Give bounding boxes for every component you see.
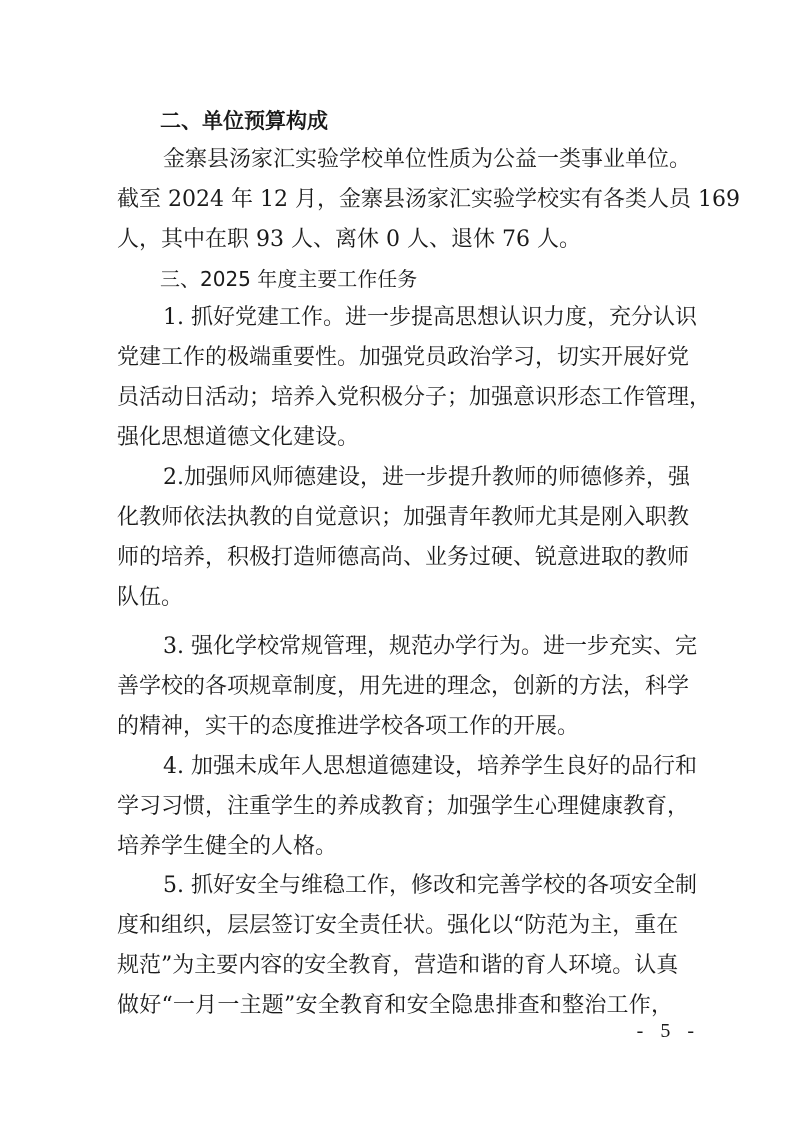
paragraph-line: 规范”为主要内容的安全教育，营造和谐的育人环境。认真 (117, 953, 679, 978)
section-heading-budget-structure: 二、单位预算构成 (160, 109, 328, 133)
paragraph-line: 4. 加强未成年人思想道德建设，培养学生良好的品行和 (163, 754, 697, 779)
paragraph-line: 5. 抓好安全与维稳工作，修改和完善学校的各项安全制 (163, 873, 697, 898)
paragraph-line: 金寨县汤家汇实验学校单位性质为公益一类事业单位。 (163, 147, 692, 172)
paragraph-line: 队伍。 (117, 585, 184, 610)
page-number: - 5 - (636, 1020, 700, 1042)
paragraph-line: 培养学生健全的人格。 (117, 834, 338, 859)
paragraph-line: 人，其中在职 93 人、离休 0 人、退休 76 人。 (117, 227, 581, 252)
paragraph-line: 员活动日活动；培养入党积极分子；加强意识形态工作管理， (117, 385, 712, 410)
paragraph-line: 2.加强师风师德建设，进一步提升教师的师德修养，强 (163, 465, 690, 490)
paragraph-line: 师的培养，积极打造师德高尚、业务过硬、锐意进取的教师 (117, 545, 690, 570)
section-heading-work-tasks: 三、2025 年度主要工作任务 (160, 267, 418, 291)
paragraph-line: 度和组织，层层签订安全责任状。强化以“防范为主，重在 (117, 913, 679, 938)
paragraph-line: 1. 抓好党建工作。进一步提高思想认识力度，充分认识 (163, 305, 697, 330)
paragraph-line: 强化思想道德文化建设。 (117, 425, 360, 450)
paragraph-line: 的精神，实干的态度推进学校各项工作的开展。 (117, 714, 580, 739)
paragraph-line: 善学校的各项规章制度，用先进的理念，创新的方法，科学 (117, 674, 690, 699)
paragraph-line: 3. 强化学校常规管理，规范办学行为。进一步充实、完 (163, 634, 697, 659)
paragraph-line: 化教师依法执教的自觉意识；加强青年教师尤其是刚入职教 (117, 505, 690, 530)
paragraph-line: 截至 2024 年 12 月，金寨县汤家汇实验学校实有各类人员 169 (117, 187, 740, 212)
paragraph-line: 党建工作的极端重要性。加强党员政治学习，切实开展好党 (117, 345, 690, 370)
paragraph-line: 做好“一月一主题”安全教育和安全隐患排查和整治工作， (117, 993, 673, 1018)
paragraph-line: 学习习惯，注重学生的养成教育；加强学生心理健康教育， (117, 794, 690, 819)
